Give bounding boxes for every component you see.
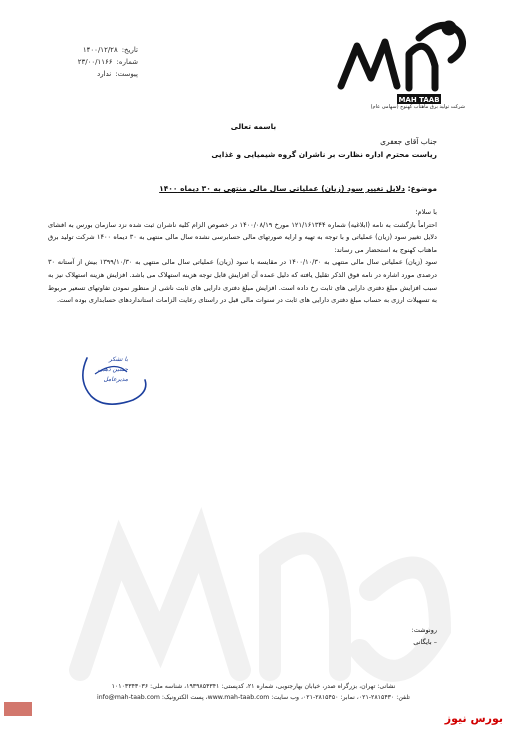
signature-name: حسین ذهبی — [98, 366, 128, 373]
meta-number-row — [58, 56, 138, 68]
signature-closing: با تشکر — [108, 356, 128, 363]
body-paragraph-1: احتراماً بازگشت به نامه (ابلاغیه) شماره ۱۲۱/۱۶۱۳۴۴ مورخ ۱۴۰۰/۰۸/۱۹ در خصوص الزام کلیه ناشران ثبت شده نزد سازمان بورس به افشای دلایل تغییر سود (زیان) عملیاتی و با توجه به تهیه و ارایه صورتهای مالی حسابرسی نشده سال مالی منتهی به ۳۰ دیماه ۱۴۰۰ شرکت تولید برق ماهتاب کهنوج به استحضار می رساند: — [48, 220, 438, 254]
attachment-value: ندارد — [97, 70, 112, 78]
cc-block — [412, 624, 437, 648]
corner-stamp-icon — [4, 702, 32, 716]
salutation: با سلام؛ — [415, 208, 437, 216]
meta-attachment-row — [58, 68, 138, 80]
number-label: شماره: — [116, 58, 138, 66]
logo-tagline: شرکت تولید برق ماهتاب کهنوج (سهامی عام) — [370, 104, 465, 110]
letter-meta — [58, 44, 138, 80]
recipient-name: جناب آقای جعفری — [380, 137, 437, 146]
subject-line — [159, 182, 437, 195]
company-logo-icon — [323, 8, 473, 110]
subject-label: موضوع: — [407, 184, 437, 193]
cc-item-text: بایگانی — [413, 638, 432, 646]
body-paragraph-2: سود (زیان) عملیاتی سال مالی منتهی به ۱۴۰۰/۱۰/۳۰ در مقایسه با سود (زیان) عملیاتی سال مالی منتهی به ۱۳۹۹/۱۰/۳۰ بیش از آستانه ۳۰ درصدی مورد اشاره در نامه فوق الذکر تقلیل یافته که دلیل عمده آن افزایش قابل توجه هزینه استهلاک می باشد. افزایش هزینه استهلاک نیز به سبب افزایش مبلغ دفتری دارایی های ثابت رخ داده است. افزایش مبلغ دفتری دارایی های ثابت ناشی از منظور نمودن تفاوتهای تسعیر مربوط به تسهیلات ارزی به حساب مبلغ دفتری دارایی های ثابت در سنوات مالی قبل در راستای رعایت الزامات استانداردهای حسابداری بوده است. — [48, 258, 437, 305]
footer-address: نشانی: تهران، بزرگراه صدر، خیابان بهارجنوبی، شماره ۲۱، کدپستی: ۱۹۳۹۸۵۴۳۴۱، شناسه ملی: ۱۰۱۰۳۳۴۳۰۳۶ — [111, 683, 396, 690]
subject-text: دلایل تغییر سود (زیان) عملیاتی سال مالی منتهی به ۳۰ دیماه ۱۴۰۰ — [159, 184, 405, 193]
watermark-logo-icon — [40, 470, 470, 700]
cc-item: – بایگانی — [413, 638, 437, 646]
letter-body — [48, 206, 437, 307]
logo-brand-text: MAH TAAB — [398, 96, 440, 104]
footer-contacts: تلفن: ۲۸۱۵۴۳۰-۰۲۱، نمابر: ۲۸۱۵۴۵۰-۰۲۱، وب سایت: www.mah-taab.com، پست الکترونیک: info@mah-taab.com — [97, 694, 410, 701]
greeting: باسمه تعالی — [230, 122, 277, 131]
date-label: تاریخ: — [121, 46, 138, 54]
source-badge: بورس نیوز — [444, 712, 503, 725]
number-value: ۲۳/۰۰/۱۱۶۶ — [77, 58, 113, 66]
signature-title: مدیرعامل — [103, 376, 128, 383]
attachment-label: پیوست: — [115, 70, 138, 78]
letter-footer — [40, 681, 467, 703]
signature-block — [80, 355, 128, 385]
meta-date-row — [58, 44, 138, 56]
cc-label: رونوشت: — [411, 626, 437, 634]
date-value: ۱۴۰۰/۱۲/۲۸ — [82, 46, 118, 54]
recipient-title: ریاست محترم اداره نظارت بر ناشران گروه شیمیایی و غذایی — [211, 150, 437, 159]
